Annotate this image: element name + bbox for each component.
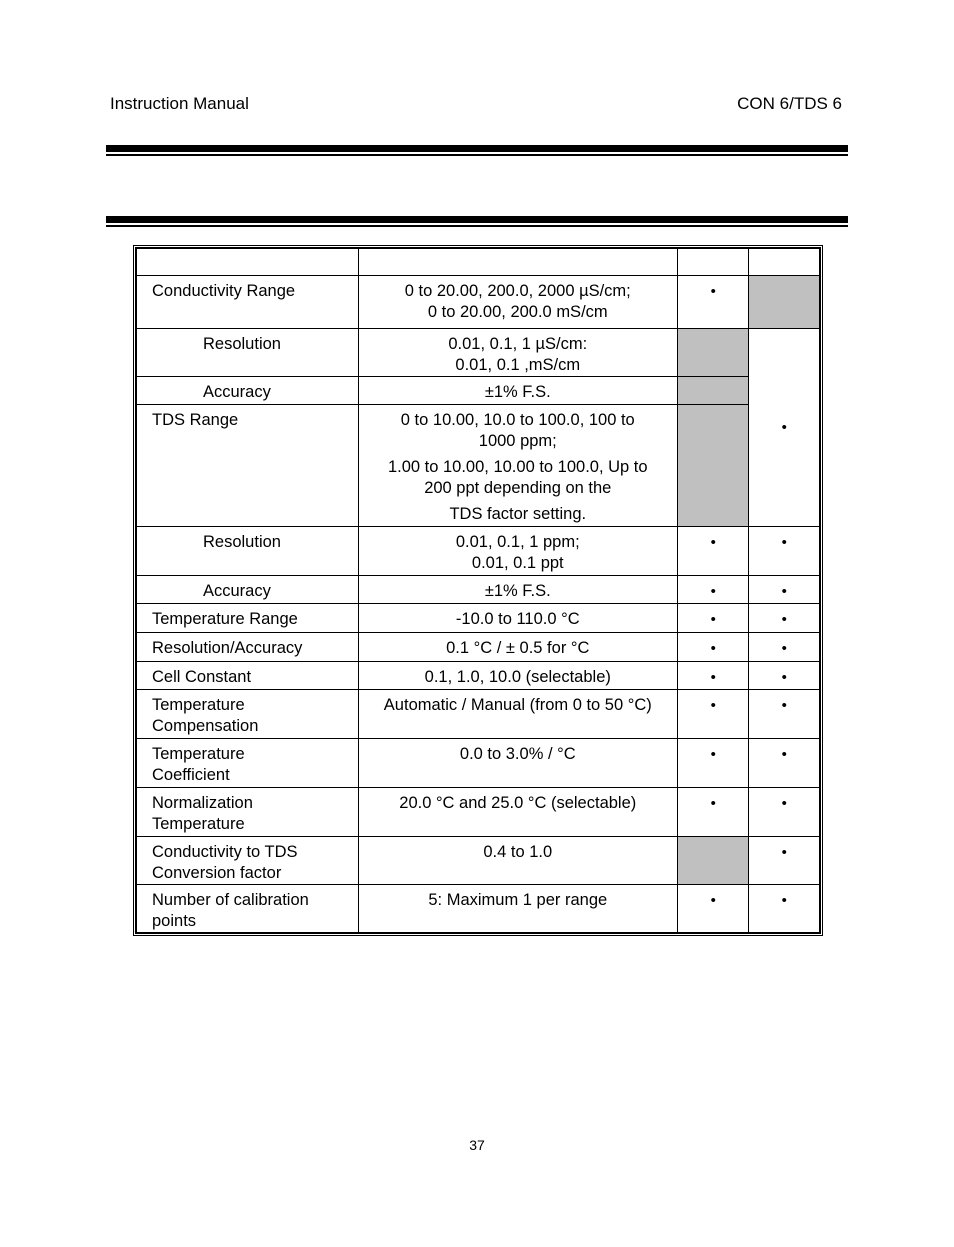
row-label: Normalization Temperature: [137, 788, 359, 837]
specifications-table: [136, 248, 820, 933]
con6-mark: •: [677, 739, 749, 788]
con6-mark: •: [677, 576, 749, 604]
table-row: [137, 662, 820, 690]
tds6-mark: •: [749, 527, 820, 576]
row-label: Accuracy: [137, 576, 359, 604]
row-value: 0.01, 0.1, 1 µS/cm: 0.01, 0.1 ,mS/cm: [358, 329, 677, 377]
section-rule-bottom: [106, 216, 848, 227]
row-label: Cell Constant: [137, 662, 359, 690]
row-value: 0.01, 0.1, 1 ppm; 0.01, 0.1 ppt: [358, 527, 677, 576]
tds6-mark: •: [749, 837, 820, 885]
tds6-mark: •: [749, 788, 820, 837]
row-value: 20.0 °C and 25.0 °C (selectable): [358, 788, 677, 837]
table-row: [137, 690, 820, 739]
header-cell-tds6: [749, 249, 820, 276]
tds6-shaded-cell: [749, 276, 820, 329]
con6-mark: •: [677, 527, 749, 576]
con6-mark: •: [677, 885, 749, 933]
table-row: [137, 739, 820, 788]
row-label: Conductivity Range: [137, 276, 359, 329]
tds6-mark: •: [749, 739, 820, 788]
header-right-model: CON 6/TDS 6: [737, 94, 842, 113]
con6-shaded-cell: [677, 837, 749, 885]
con6-mark: •: [677, 604, 749, 633]
row-value: 5: Maximum 1 per range: [358, 885, 677, 933]
row-value: ±1% F.S.: [358, 576, 677, 604]
con6-mark: •: [677, 633, 749, 662]
row-label: TDS Range: [137, 405, 359, 527]
table-row: [137, 276, 820, 329]
row-label: Temperature Compensation: [137, 690, 359, 739]
row-label: Resolution: [137, 329, 359, 377]
row-value: 0.4 to 1.0: [358, 837, 677, 885]
tds6-mark: •: [749, 633, 820, 662]
row-value: 0.1 °C / ± 0.5 for °C: [358, 633, 677, 662]
con6-mark: •: [677, 690, 749, 739]
con6-shaded-cell: [677, 405, 749, 527]
header-cell-con6: [677, 249, 749, 276]
row-label: Resolution/Accuracy: [137, 633, 359, 662]
row-value: 0.0 to 3.0% / °C: [358, 739, 677, 788]
con6-shaded-cell: [677, 377, 749, 405]
header-cell-value: [358, 249, 677, 276]
table-row: [137, 405, 820, 527]
table-row: [137, 837, 820, 885]
table-header-row: [137, 249, 820, 276]
con6-mark: •: [677, 662, 749, 690]
row-value: 0.1, 1.0, 10.0 (selectable): [358, 662, 677, 690]
table-row: [137, 527, 820, 576]
row-value: ±1% F.S.: [358, 377, 677, 405]
table-row: [137, 377, 820, 405]
tds6-mark: •: [749, 576, 820, 604]
row-label: Resolution: [137, 527, 359, 576]
tds6-mark: •: [749, 690, 820, 739]
con6-mark: •: [677, 276, 749, 329]
con6-shaded-cell: [677, 329, 749, 377]
row-label: Accuracy: [137, 377, 359, 405]
row-label: Conductivity to TDS Conversion factor: [137, 837, 359, 885]
table-row: [137, 885, 820, 933]
table-row: [137, 604, 820, 633]
header-left-title: Instruction Manual: [110, 94, 249, 113]
specifications-table-frame: [133, 245, 823, 936]
row-value: 0 to 10.00, 10.0 to 100.0, 100 to 1000 ppm; 1.00 to 10.00, 10.00 to 100.0, Up to 200 ppt depending on the TDS factor setting.: [358, 405, 677, 527]
tds6-mark: •: [749, 662, 820, 690]
table-row: [137, 329, 820, 377]
section-rule-top: [106, 145, 848, 156]
row-value: 0 to 20.00, 200.0, 2000 µS/cm; 0 to 20.00, 200.0 mS/cm: [358, 276, 677, 329]
table-row: [137, 633, 820, 662]
row-label: Temperature Coefficient: [137, 739, 359, 788]
table-row: [137, 576, 820, 604]
header-cell-parameter: [137, 249, 359, 276]
row-label: Number of calibration points: [137, 885, 359, 933]
tds6-mark: •: [749, 885, 820, 933]
tds6-mark: •: [749, 604, 820, 633]
row-label: Temperature Range: [137, 604, 359, 633]
table-row: [137, 788, 820, 837]
row-value: Automatic / Manual (from 0 to 50 °C): [358, 690, 677, 739]
row-value: -10.0 to 110.0 °C: [358, 604, 677, 633]
page-number: 37: [469, 1137, 485, 1153]
con6-mark: •: [677, 788, 749, 837]
tds6-mark-merged: •: [749, 329, 820, 527]
